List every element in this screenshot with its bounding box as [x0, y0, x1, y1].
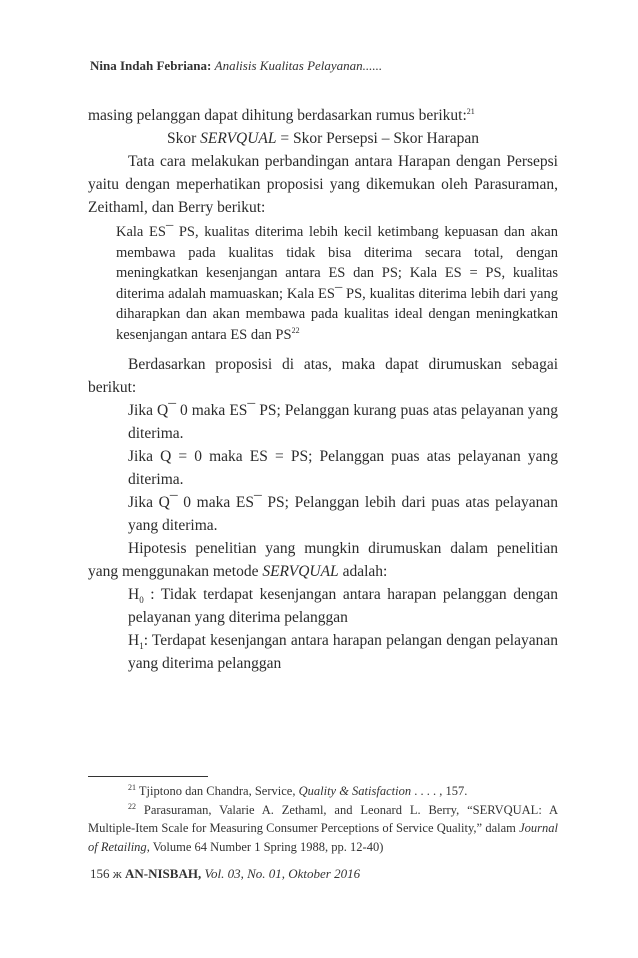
header-title: Analisis Kualitas Pelayanan......: [214, 58, 383, 73]
journal-issue: Vol. 03, No. 01, Oktober 2016: [204, 866, 361, 881]
page-number: 156: [90, 866, 110, 881]
footnote-ref-22: 22: [291, 325, 300, 335]
running-header: [90, 58, 382, 74]
footnotes: [88, 782, 558, 856]
block-quote: Kala ES¯ PS, kualitas diterima lebih kecil ketimbang kepuasan dan akan membawa pada kualitas tidak bisa diterima secara total, dengan meningkatkan kesenjangan antara ES dan PS; Kala ES = PS, kualitas diterima adalah mamuaskan; Kala ES¯ PS, kualitas diterima lebih dari yang diharapkan dan akan membawa pada kualitas ideal dengan meningkatkan kesenjangan antara ES dan PS$^{22}$: [116, 224, 558, 343]
header-author: Nina Indah Febriana:: [90, 58, 212, 73]
separator-glyph: ж: [112, 866, 122, 881]
condition-3: Jika Q¯ 0 maka ES¯ PS; Pelanggan lebih dari puas atas pelayanan yang diterima.: [128, 494, 558, 534]
condition-1: Jika Q¯ 0 maka ES¯ PS; Pelanggan kurang puas atas pelayanan yang diterima.: [128, 402, 558, 442]
paragraph-intro: masing pelanggan dapat dihitung berdasarkan rumus berikut:$^{21}$: [88, 106, 475, 124]
footnote-22: $^{22}$ Parasuraman, Valarie A. Zethaml, and Leonard L. Berry, “SERVQUAL: A Multiple-Item Scale for Measuring Consumer Perceptions of Service Quality,” dalam Journal of Retailing, Volume 64 Number 1 Spring 1988, pp. 12-40): [88, 801, 558, 854]
footnote-21: $^{21}$ Tjiptono dan Chandra, Service, Quality & Satisfaction . . . . , 157.: [128, 782, 468, 798]
footnote-divider: [88, 776, 208, 777]
formula-line: Skor SERVQUAL = Skor Persepsi – Skor Harapan: [167, 130, 479, 147]
paragraph-hypothesis: Hipotesis penelitian yang mungkin dirumuskan dalam penelitian yang menggunakan metode SERVQUAL adalah:: [88, 540, 558, 580]
body-text: [88, 104, 558, 675]
hypothesis-h1: $H_1$: Terdapat kesenjangan antara harapan pelangan dengan pelayanan yang diterima pelanggan: [128, 632, 558, 672]
paragraph-procedure: Tata cara melakukan perbandingan antara Harapan dengan Persepsi yaitu dengan meperhatikan proposisi yang dikemukan oleh Parasuraman, Zeithaml, dan Berry berikut:: [88, 153, 558, 216]
running-footer: [90, 866, 360, 882]
footnote-ref-21: 21: [466, 106, 475, 116]
journal-name: AN-NISBAH,: [124, 866, 202, 881]
hypothesis-h0: $H_0$ : Tidak terdapat kesenjangan antara harapan pelanggan dengan pelayanan yang diterima pelanggan: [128, 586, 558, 626]
paragraph-formulation: Berdasarkan proposisi di atas, maka dapat dirumuskan sebagai berikut:: [88, 356, 558, 396]
condition-2: Jika Q = 0 maka ES = PS; Pelanggan puas atas pelayanan yang diterima.: [128, 448, 558, 488]
